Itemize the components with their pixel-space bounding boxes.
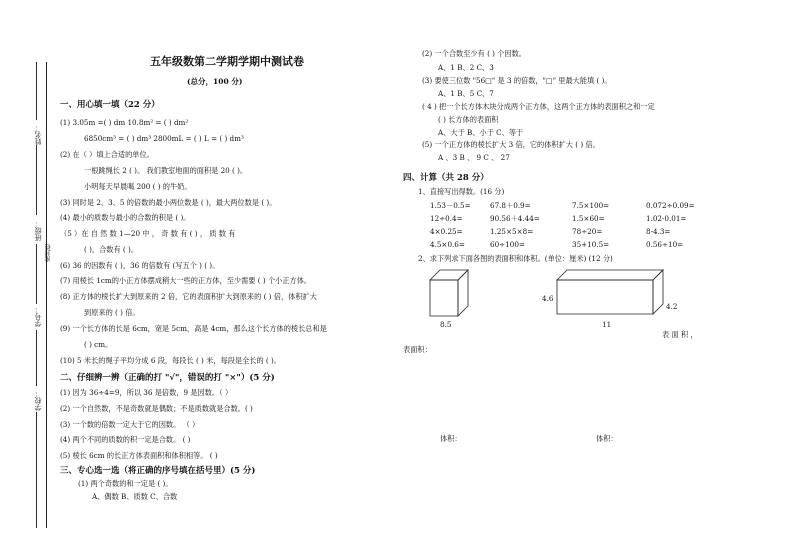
- cube-edge-label: 8.5: [440, 320, 452, 329]
- volume-label-2: 体积：: [596, 434, 618, 443]
- s1-q1-line-b: 6850cm³ = ( ) dm³ 2800mL = ( ) L = ( ) dm³: [84, 134, 244, 143]
- s1-q2-line-a: 一根跳绳长 2 ( )。 我们教室地面的面积是 20 ( )。: [84, 166, 248, 175]
- s1-q5-line-b: ( )，合数有 ( )。: [84, 245, 139, 254]
- calc-cell: 4×0.25=: [430, 227, 463, 236]
- calc-cell: 1.53－0.5=: [430, 201, 471, 210]
- calc-cell: 90.56＋4.44=: [490, 214, 540, 223]
- calc-row: [430, 201, 750, 214]
- exam-total-score: (总分，100 分): [187, 77, 243, 86]
- s2-q1: (1) 因为 36÷4=9，所以 36 是倍数，9 是因数。（ ）: [60, 388, 233, 397]
- cuboid-figure: [557, 268, 667, 318]
- calc-cell: 1.5×60=: [572, 214, 605, 223]
- s4-q1: 1、直接写出得数。(16 分): [418, 187, 505, 196]
- s3-q2-options: A、1 B、2 C、3: [438, 63, 494, 72]
- s1-q9-line-b: ( ) cm。: [84, 340, 113, 349]
- student-no-label: 学号：: [34, 306, 42, 327]
- s3-q4-line-a: ( 4 ) 把一个长方体木块分成两个正方体，这两个正方体的表面积之和一定: [422, 102, 655, 111]
- cuboid-length-label: 11: [602, 320, 612, 329]
- exam-title: 五年级数第二学期学期中测试卷: [150, 55, 304, 68]
- s1-q1-line-a: (1) 3.05m =( ) dm 10.8m² = ( ) dm²: [60, 118, 189, 127]
- calc-cell: 4.5×0.6=: [430, 240, 465, 249]
- blank-line-school: [36, 330, 37, 386]
- s4-q2: 2、求下列求下面各图的表面积和体积。(单位：厘米) (12 分): [418, 254, 613, 263]
- cuboid-width-label: 4.2: [666, 302, 678, 311]
- s1-q5-line-a: （5 ）在 自 然 数 1—20 中 ， 奇 数 有 ( ) ， 质 数 有: [60, 229, 236, 238]
- calc-cell: 0.072÷0.09=: [646, 201, 695, 210]
- s1-q8-line-b: 到原来的 ( ) 倍。: [84, 308, 140, 317]
- calc-cell: 8-4.3=: [646, 227, 671, 236]
- s1-q6: (6) 36 的因数有 ( )，36 的倍数有 (写五个 ) ( )。: [60, 261, 220, 270]
- s3-q4-line-b: ( ) 长方体的表面积: [438, 115, 499, 124]
- calc-cell: 7.5×100=: [572, 201, 610, 210]
- s2-q5: (5) 棱长 6cm 的长正方体表面积和体积相等。 ( ): [60, 451, 218, 460]
- calc-cell: 78÷20=: [572, 227, 603, 236]
- section-1-heading: 一、用心填一填（22 分）: [60, 100, 160, 110]
- section-4-heading: 四、计算（共 28 分）: [403, 173, 489, 183]
- s3-q1: (1) 两个奇数的和一定是 ( )。: [78, 479, 173, 488]
- s3-q5: (5) 一个正方体的棱长扩大 3 倍，它的体积扩大 ( ) 倍。: [422, 140, 600, 149]
- calc-cell: 60÷100=: [490, 240, 525, 249]
- s3-q5-options: A 、3 B 、 9 C 、 27: [438, 153, 510, 162]
- grade-label: 班级：: [34, 220, 42, 241]
- surface-area-label-a: 表 面 积 ，: [662, 330, 698, 339]
- s2-q2: (2) 一个自然数，不是奇数就是偶数；不是质数就是合数。( ): [60, 404, 253, 413]
- s3-q1-options: A、偶数 B、质数 C、合数: [92, 492, 178, 501]
- s1-q9-line-a: (9) 一个长方体的长是 6cm，宽是 5cm，高是 4cm，那么这个长方体的棱长总和是: [60, 324, 327, 333]
- s1-q10: (10) 5 米长的绳子平均分成 6 段，每段长 ( ) 米，每段是全长的 ( )。: [60, 356, 281, 365]
- section-3-heading: 三、专心选一选（将正确的序号填在括号里）(5 分): [60, 466, 256, 476]
- blank-line-bottom: [36, 412, 37, 528]
- calc-row: [430, 240, 750, 253]
- calc-grid: [430, 201, 750, 253]
- binding-margin-line: [46, 62, 47, 528]
- calc-cell: 1.25×5×8=: [490, 227, 534, 236]
- s3-q3: (3) 要使三位数 "56□" 是 3 的倍数，"□" 里最大能填 ( )。: [422, 76, 612, 85]
- section-2-heading: 二、仔细辨一辨（正确的打 "√"，错误的打 "×"）(5 分): [60, 373, 275, 383]
- calc-row: [430, 227, 750, 240]
- cube-figure: [430, 268, 470, 318]
- calc-cell: 67.8＋0.9=: [490, 201, 531, 210]
- s2-q3: (3) 一个数的倍数一定大于它的因数。 （ ）: [60, 420, 200, 429]
- volume-label-1: 体积：: [440, 434, 462, 443]
- s1-q2-line-b: 小明每天早晨喝 200 ( ) 的牛奶。: [84, 182, 192, 191]
- calc-row: [430, 214, 750, 227]
- surface-area-label-b: 表面积：: [403, 345, 432, 354]
- cuboid-height-label: 4.6: [542, 294, 554, 303]
- s1-q3: (3) 同时是 2、3、5 的倍数的最小两位数是 ( )，最大两位数是 ( )。: [60, 198, 277, 207]
- s1-q2: (2) 在（ ）填上合适的单位。: [60, 150, 154, 159]
- calc-cell: 35+10.5=: [572, 240, 610, 249]
- name-label: 姓名：: [34, 124, 42, 145]
- calc-cell: 1.02-0.01=: [646, 214, 687, 223]
- seal-line-label: 密封线: [45, 244, 52, 262]
- calc-cell: 12÷0.4=: [430, 214, 463, 223]
- s3-q4-options: A、大于 B、小于 C、等于: [438, 128, 524, 137]
- calc-cell: 0.56÷10=: [646, 240, 684, 249]
- school-label: 学校：: [34, 390, 42, 411]
- blank-line-grade: [36, 145, 37, 215]
- s1-q7: (7) 用棱长 1cm的小正方体摆成稍大一些的正方体，至少需要 ( ) 个小正方体。: [60, 276, 312, 285]
- blank-line-name: [36, 62, 37, 120]
- s1-q4: (4) 最小的质数与最小的合数的积是 ( )。: [60, 213, 191, 222]
- blank-line-student-no: [36, 244, 37, 304]
- s1-q8-line-a: (8) 正方体的棱长扩大到原来的 2 倍，它的表面积扩大到原来的 ( ) 倍，体积扩大: [60, 292, 317, 301]
- s3-q2: (2) 一个合数至少有 ( ) 个因数。: [422, 49, 526, 58]
- s2-q4: (4) 两个不同的质数的积一定是合数。 ( ): [60, 435, 191, 444]
- s3-q3-options: A、1 B、5 C、7: [438, 89, 494, 98]
